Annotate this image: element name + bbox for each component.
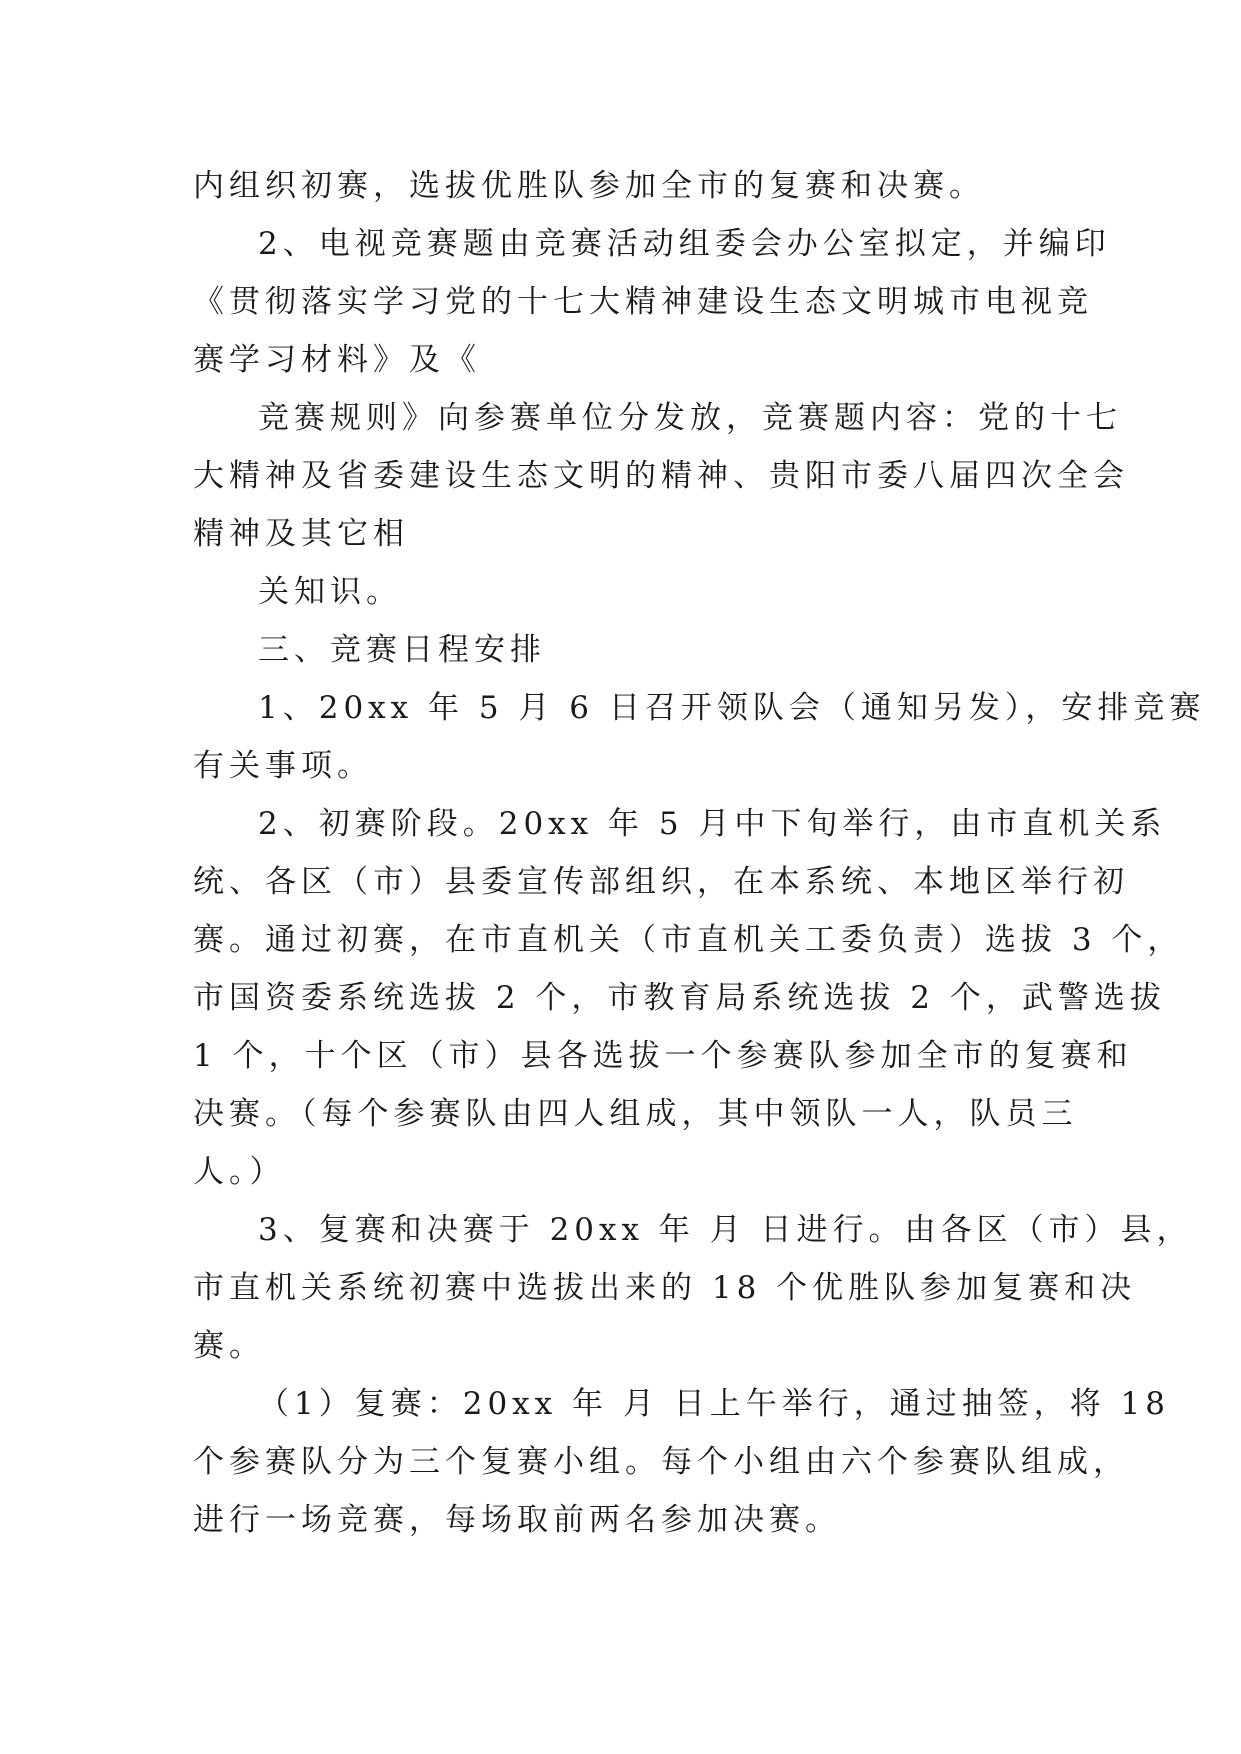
text-line: 市直机关系统初赛中选拔出来的 18 个优胜队参加复赛和决 xyxy=(193,1270,1137,1306)
text-line: 统、各区（市）县委宣传部组织，在本系统、本地区举行初 xyxy=(193,864,1129,900)
text-line: 人。） xyxy=(193,1154,286,1190)
text-line: 竞赛规则》向参赛单位分发放，竞赛题内容：党的十七 xyxy=(258,400,1122,436)
text-line: 2、电视竞赛题由竞赛活动组委会办公室拟定，并编印 xyxy=(258,226,1111,262)
text-line: 1 个，十个区（市）县各选拔一个参赛队参加全市的复赛和 xyxy=(193,1038,1133,1074)
text-line: 精神及其它相 xyxy=(193,516,409,552)
text-line: 个参赛队分为三个复赛小组。每个小组由六个参赛队组成， xyxy=(193,1444,1129,1480)
text-line: 内组织初赛，选拔优胜队参加全市的复赛和决赛。 xyxy=(193,168,985,204)
text-line: 有关事项。 xyxy=(193,748,373,784)
text-line: 1、20xx 年 5 月 6 日召开领队会（通知另发），安排竞赛 xyxy=(258,690,1206,726)
text-line: 赛。通过初赛，在市直机关（市直机关工委负责）选拔 3 个， xyxy=(193,922,1184,958)
text-line: 赛学习材料》及《 xyxy=(193,342,481,378)
text-line: 关知识。 xyxy=(258,574,402,610)
text-line: 3、复赛和决赛于 20xx 年 月 日进行。由各区（市）县， xyxy=(258,1212,1193,1248)
text-line: 决赛。（每个参赛队由四人组成，其中领队一人，队员三 xyxy=(193,1096,1078,1132)
text-line: 进行一场竞赛，每场取前两名参加决赛。 xyxy=(193,1502,841,1538)
text-line: 《贯彻落实学习党的十七大精神建设生态文明城市电视竞 xyxy=(193,284,1093,320)
text-line: 赛。 xyxy=(193,1328,265,1364)
text-line: （1）复赛：20xx 年 月 日上午举行，通过抽签，将 18 xyxy=(258,1386,1170,1422)
section-heading: 三、竞赛日程安排 xyxy=(258,632,546,668)
text-line: 2、初赛阶段。20xx 年 5 月中下旬举行，由市直机关系 xyxy=(258,806,1167,842)
text-line: 市国资委系统选拔 2 个，市教育局系统选拔 2 个，武警选拔 xyxy=(193,980,1166,1016)
text-line: 大精神及省委建设生态文明的精神、贵阳市委八届四次全会 xyxy=(193,458,1129,494)
